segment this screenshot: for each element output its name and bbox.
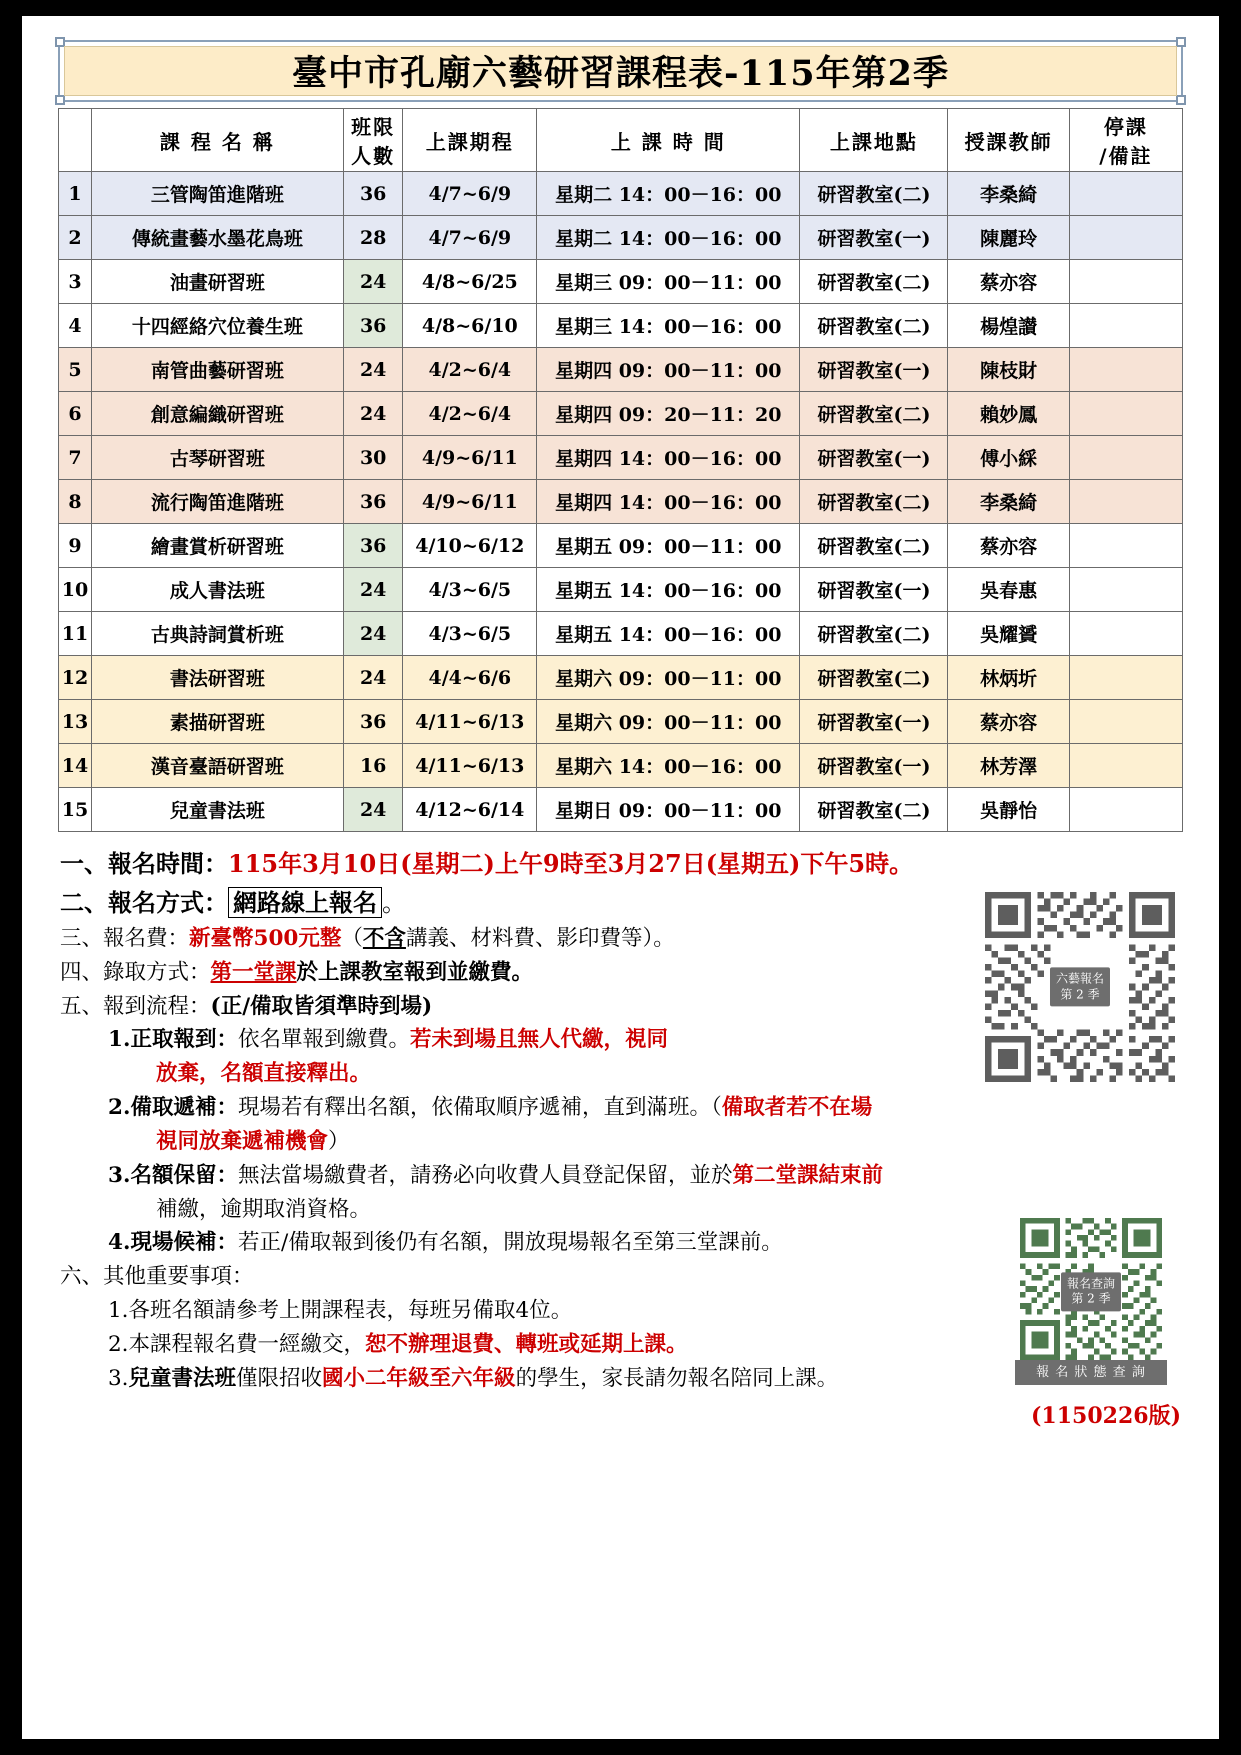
cell-note — [1069, 260, 1182, 304]
cell-course-name: 書法研習班 — [91, 656, 343, 700]
note-5-1-warning: 若未到場且無人代繳，視同 — [409, 1027, 668, 1053]
header-note — [1069, 109, 1182, 172]
cell-capacity: 24 — [343, 788, 403, 832]
qr-code-status-query-label-line1: 報名查詢 — [1066, 1275, 1116, 1290]
cell-index: 8 — [59, 480, 92, 524]
note-waitlist-cont — [60, 1126, 1181, 1158]
note-5-1-label: 1.正取報到： — [108, 1027, 238, 1053]
table-row — [59, 612, 1183, 656]
cell-course-name: 油畫研習班 — [91, 260, 343, 304]
note-6-3-c: 僅限招收 — [236, 1365, 323, 1391]
header-capacity — [343, 109, 403, 172]
header-time: 上 課 時 間 — [537, 109, 800, 172]
note-3-label: 三、報名費： — [60, 926, 190, 952]
note-2-tail: 。 — [382, 888, 406, 917]
note-seat-hold — [60, 1160, 1181, 1192]
cell-note — [1069, 348, 1182, 392]
cell-capacity: 24 — [343, 260, 403, 304]
cell-teacher: 林炳圻 — [948, 656, 1069, 700]
note-other-3 — [60, 1363, 1181, 1395]
note-2-label: 二、報名方式： — [60, 887, 228, 917]
cell-teacher: 楊煌讃 — [948, 304, 1069, 348]
title-frame — [58, 40, 1183, 102]
cell-place: 研習教室(一) — [800, 216, 948, 260]
cell-course-name: 古典詩詞賞析班 — [91, 612, 343, 656]
cell-course-name: 素描研習班 — [91, 700, 343, 744]
cell-index: 12 — [59, 656, 92, 700]
cell-time: 星期四 09：20－11：20 — [537, 392, 800, 436]
note-5-3-tail: 補繳，逾期取消資格。 — [156, 1196, 372, 1222]
notes-section — [60, 846, 1181, 1433]
note-1-value: 115年3月10日(星期二)上午9時至3月27日(星期五)下午5時。 — [228, 849, 914, 878]
cell-time: 星期三 14：00－16：00 — [537, 304, 800, 348]
cell-term: 4/8~6/10 — [403, 304, 537, 348]
cell-note — [1069, 656, 1182, 700]
cell-capacity: 24 — [343, 392, 403, 436]
cell-course-name: 成人書法班 — [91, 568, 343, 612]
cell-place: 研習教室(一) — [800, 568, 948, 612]
cell-term: 4/7~6/9 — [403, 216, 537, 260]
cell-time: 星期五 14：00－16：00 — [537, 568, 800, 612]
note-5-2-tail: ） — [328, 1128, 350, 1154]
cell-capacity: 36 — [343, 172, 403, 216]
header-place: 上課地點 — [800, 109, 948, 172]
table-body — [59, 172, 1183, 832]
qr-code-registration-label-line2: 第 2 季 — [1060, 987, 1100, 1001]
note-5-2-warning-cont: 視同放棄遞補機會 — [156, 1128, 329, 1154]
header-teacher: 授課教師 — [948, 109, 1069, 172]
cell-course-name: 十四經絡穴位養生班 — [91, 304, 343, 348]
cell-index: 13 — [59, 700, 92, 744]
note-3-paren-rest: 講義、材料費、影印費等）。 — [405, 926, 675, 952]
note-4-label: 四、錄取方式： — [60, 959, 211, 985]
cell-note — [1069, 788, 1182, 832]
note-4-highlight: 第一堂課 — [210, 959, 297, 985]
cell-capacity: 36 — [343, 480, 403, 524]
note-other-1: 1.各班名額請參考上開課程表，每班另備取4位。 — [108, 1297, 573, 1323]
cell-term: 4/9~6/11 — [403, 436, 537, 480]
cell-place: 研習教室(二) — [800, 304, 948, 348]
note-6-3-d: 的學生，家長請勿報名陪同上課。 — [515, 1365, 839, 1391]
qr-code-status-query[interactable] — [1015, 1218, 1167, 1385]
table-row — [59, 656, 1183, 700]
cell-time: 星期四 14：00－16：00 — [537, 480, 800, 524]
cell-course-name: 繪畫賞析研習班 — [91, 524, 343, 568]
header-note-line2: /備註 — [1099, 144, 1153, 168]
cell-place: 研習教室(一) — [800, 744, 948, 788]
cell-capacity: 24 — [343, 656, 403, 700]
header-note-line1: 停課 — [1103, 115, 1148, 139]
cell-index: 1 — [59, 172, 92, 216]
cell-teacher: 傅小綵 — [948, 436, 1069, 480]
cell-note — [1069, 392, 1182, 436]
note-5-2-label: 2.備取遞補： — [108, 1095, 238, 1121]
cell-course-name: 創意編織研習班 — [91, 392, 343, 436]
cell-place: 研習教室(二) — [800, 788, 948, 832]
note-6-3-class: 兒童書法班 — [128, 1365, 237, 1391]
cell-term: 4/10~6/12 — [403, 524, 537, 568]
note-5-value: (正/備取皆須準時到場) — [210, 993, 433, 1019]
cell-place: 研習教室(二) — [800, 612, 948, 656]
cell-time: 星期三 09：00－11：00 — [537, 260, 800, 304]
cell-capacity: 36 — [343, 700, 403, 744]
cell-time: 星期六 09：00－11：00 — [537, 656, 800, 700]
note-5-label: 五、報到流程： — [60, 993, 211, 1019]
cell-term: 4/2~6/4 — [403, 392, 537, 436]
cell-place: 研習教室(二) — [800, 480, 948, 524]
table-row — [59, 172, 1183, 216]
qr-code-status-query-label — [1061, 1272, 1121, 1311]
cell-teacher: 賴妙鳳 — [948, 392, 1069, 436]
cell-capacity: 24 — [343, 612, 403, 656]
note-5-1-text: 依名單報到繳費。 — [237, 1027, 410, 1053]
cell-note — [1069, 304, 1182, 348]
header-index — [59, 109, 92, 172]
note-5-4-label: 4.現場候補： — [108, 1230, 238, 1256]
cell-course-name: 南管曲藝研習班 — [91, 348, 343, 392]
cell-teacher: 李桑綺 — [948, 172, 1069, 216]
note-6-2-text: 2.本課程報名費一經繳交， — [108, 1331, 366, 1357]
document-page — [22, 16, 1219, 1739]
cell-index: 7 — [59, 436, 92, 480]
cell-time: 星期二 14：00－16：00 — [537, 172, 800, 216]
cell-term: 4/4~6/6 — [403, 656, 537, 700]
note-5-3-label: 3.名額保留： — [108, 1162, 238, 1188]
table-row — [59, 788, 1183, 832]
note-5-2-warning: 備取者若不在場 — [721, 1095, 873, 1121]
cell-capacity: 16 — [343, 744, 403, 788]
note-4-rest: 於上課教室報到並繳費。 — [296, 959, 534, 985]
note-5-4-text: 若正/備取報到後仍有名額，開放現場報名至第三堂課前。 — [237, 1230, 783, 1256]
header-capacity-line1: 班限 — [351, 115, 396, 139]
cell-time: 星期四 09：00－11：00 — [537, 348, 800, 392]
note-1-label: 一、報名時間： — [60, 849, 228, 878]
qr-code-registration[interactable] — [985, 892, 1175, 1082]
cell-term: 4/2~6/4 — [403, 348, 537, 392]
cell-index: 14 — [59, 744, 92, 788]
table-row — [59, 260, 1183, 304]
note-3-value: 新臺幣500元整 — [189, 926, 342, 952]
table-row — [59, 744, 1183, 788]
cell-teacher: 蔡亦容 — [948, 260, 1069, 304]
cell-note — [1069, 612, 1182, 656]
cell-time: 星期五 14：00－16：00 — [537, 612, 800, 656]
table-row — [59, 524, 1183, 568]
cell-teacher: 陳麗玲 — [948, 216, 1069, 260]
cell-teacher: 林芳澤 — [948, 744, 1069, 788]
cell-index: 5 — [59, 348, 92, 392]
header-course-name: 課 程 名 稱 — [91, 109, 343, 172]
cell-course-name: 漢音臺語研習班 — [91, 744, 343, 788]
cell-note — [1069, 568, 1182, 612]
cell-place: 研習教室(一) — [800, 348, 948, 392]
cell-index: 2 — [59, 216, 92, 260]
cell-course-name: 傳統畫藝水墨花鳥班 — [91, 216, 343, 260]
note-5-3-text: 無法當場繳費者，請務必向收費人員登記保留，並於 — [237, 1162, 733, 1188]
note-3-exclusion: 不含 — [362, 926, 406, 952]
note-6-3-a: 3. — [108, 1365, 129, 1391]
header-capacity-line2: 人數 — [351, 144, 396, 168]
table-row — [59, 304, 1183, 348]
cell-time: 星期五 09：00－11：00 — [537, 524, 800, 568]
table-row — [59, 348, 1183, 392]
note-5-2-text: 現場若有釋出名額，依備取順序遞補，直到滿班。（ — [237, 1095, 722, 1121]
cell-place: 研習教室(一) — [800, 436, 948, 480]
cell-course-name: 流行陶笛進階班 — [91, 480, 343, 524]
cell-capacity: 24 — [343, 568, 403, 612]
cell-term: 4/3~6/5 — [403, 612, 537, 656]
table-row — [59, 568, 1183, 612]
cell-teacher: 蔡亦容 — [948, 524, 1069, 568]
cell-term: 4/11~6/13 — [403, 700, 537, 744]
cell-index: 9 — [59, 524, 92, 568]
cell-term: 4/7~6/9 — [403, 172, 537, 216]
note-waitlist — [60, 1092, 1181, 1124]
cell-index: 11 — [59, 612, 92, 656]
note-seat-hold-cont — [60, 1194, 1181, 1226]
table-row — [59, 392, 1183, 436]
cell-term: 4/3~6/5 — [403, 568, 537, 612]
cell-index: 6 — [59, 392, 92, 436]
cell-time: 星期六 14：00－16：00 — [537, 744, 800, 788]
cell-time: 星期二 14：00－16：00 — [537, 216, 800, 260]
cell-capacity: 28 — [343, 216, 403, 260]
cell-term: 4/9~6/11 — [403, 480, 537, 524]
table-row — [59, 700, 1183, 744]
cell-teacher: 吳耀贇 — [948, 612, 1069, 656]
cell-teacher: 陳枝財 — [948, 348, 1069, 392]
qr-code-registration-label — [1050, 967, 1110, 1006]
table-row — [59, 216, 1183, 260]
cell-index: 15 — [59, 788, 92, 832]
qr-code-registration-label-line1: 六藝報名 — [1055, 971, 1105, 986]
cell-note — [1069, 216, 1182, 260]
note-other — [60, 1261, 1181, 1293]
version-label: (1150226版) — [1031, 1403, 1181, 1430]
page-title: 臺中市孔廟六藝研習課程表-115年第2季 — [292, 53, 949, 94]
cell-place: 研習教室(一) — [800, 700, 948, 744]
course-table — [58, 108, 1183, 832]
cell-note — [1069, 700, 1182, 744]
cell-capacity: 36 — [343, 524, 403, 568]
qr-code-status-query-caption: 報 名 狀 態 查 詢 — [1015, 1360, 1167, 1385]
cell-term: 4/12~6/14 — [403, 788, 537, 832]
note-6-3-grade-range: 國小二年級至六年級 — [322, 1365, 516, 1391]
cell-note — [1069, 524, 1182, 568]
cell-place: 研習教室(二) — [800, 260, 948, 304]
cell-place: 研習教室(二) — [800, 656, 948, 700]
cell-course-name: 三管陶笛進階班 — [91, 172, 343, 216]
qr-code-status-query-label-line2: 第 2 季 — [1071, 1291, 1111, 1306]
corner-mark-bottom-right — [1176, 95, 1186, 105]
table-header-row — [59, 109, 1183, 172]
table-row — [59, 436, 1183, 480]
note-2-boxed-value: 網路線上報名 — [228, 887, 382, 918]
cell-time: 星期六 09：00－11：00 — [537, 700, 800, 744]
cell-teacher: 李桑綺 — [948, 480, 1069, 524]
cell-note — [1069, 172, 1182, 216]
note-5-1-warning-cont: 放棄，名額直接釋出。 — [156, 1061, 372, 1087]
note-5-3-deadline: 第二堂課結束前 — [732, 1162, 883, 1188]
table-row — [59, 480, 1183, 524]
corner-mark-bottom-left — [55, 95, 65, 105]
cell-capacity: 24 — [343, 348, 403, 392]
cell-term: 4/11~6/13 — [403, 744, 537, 788]
cell-term: 4/8~6/25 — [403, 260, 537, 304]
cell-place: 研習教室(二) — [800, 524, 948, 568]
header-term: 上課期程 — [403, 109, 537, 172]
note-other-2 — [60, 1329, 1181, 1361]
cell-course-name: 古琴研習班 — [91, 436, 343, 480]
cell-time: 星期四 14：00－16：00 — [537, 436, 800, 480]
cell-teacher: 蔡亦容 — [948, 700, 1069, 744]
note-6-2-warning: 恕不辦理退費、轉班或延期上課。 — [365, 1331, 688, 1357]
cell-teacher: 吳春惠 — [948, 568, 1069, 612]
cell-note — [1069, 436, 1182, 480]
title-band — [64, 46, 1177, 96]
cell-index: 3 — [59, 260, 92, 304]
cell-note — [1069, 744, 1182, 788]
note-6-label: 六、其他重要事項： — [60, 1264, 254, 1290]
cell-note — [1069, 480, 1182, 524]
note-registration-time — [60, 846, 1181, 883]
cell-capacity: 36 — [343, 304, 403, 348]
cell-index: 10 — [59, 568, 92, 612]
cell-capacity: 30 — [343, 436, 403, 480]
cell-course-name: 兒童書法班 — [91, 788, 343, 832]
cell-place: 研習教室(二) — [800, 172, 948, 216]
corner-mark-top-right — [1176, 37, 1186, 47]
cell-place: 研習教室(二) — [800, 392, 948, 436]
cell-time: 星期日 09：00－11：00 — [537, 788, 800, 832]
cell-teacher: 吳靜怡 — [948, 788, 1069, 832]
cell-index: 4 — [59, 304, 92, 348]
note-onsite-standby — [60, 1227, 1181, 1259]
note-3-paren-open: （ — [341, 926, 363, 952]
